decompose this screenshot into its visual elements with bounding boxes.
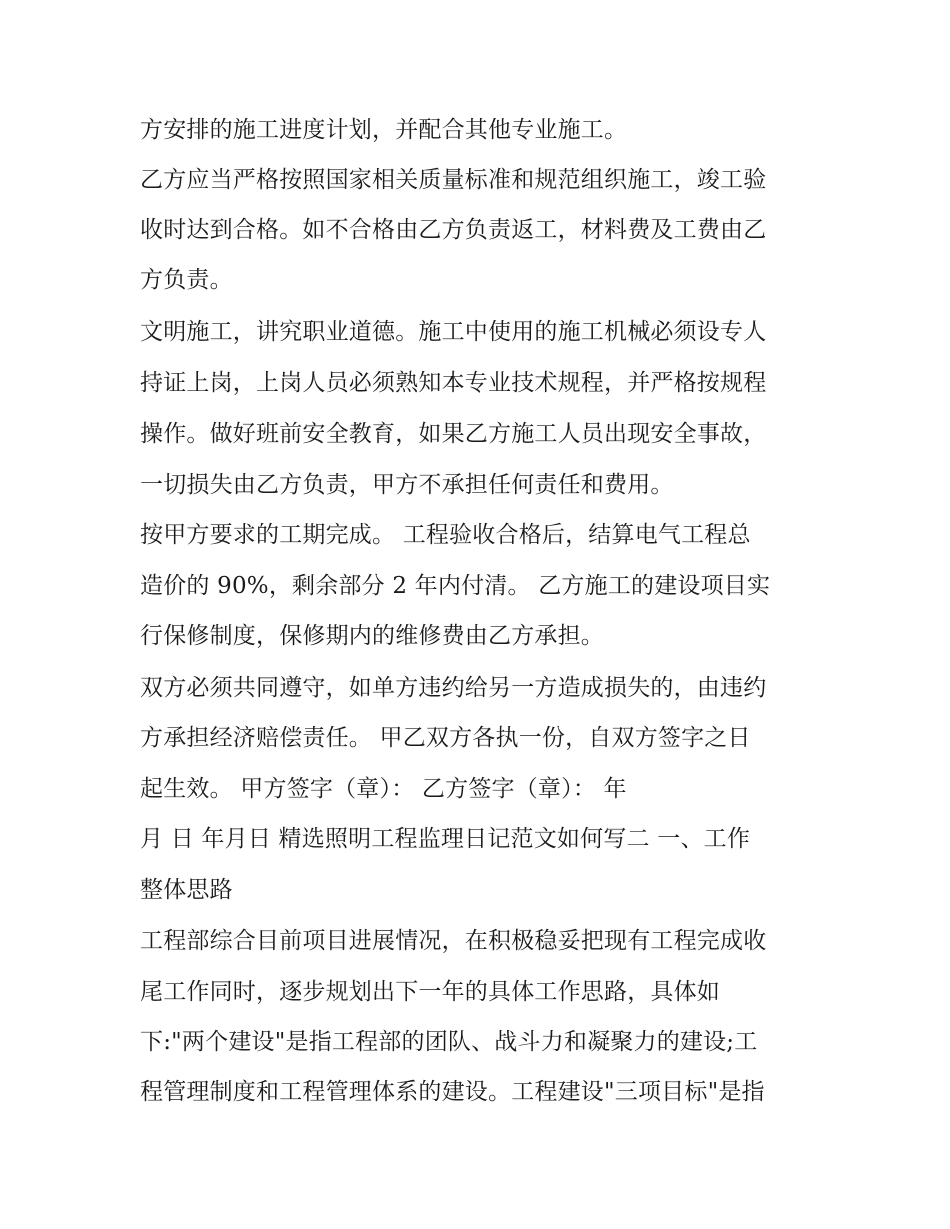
text-line: 文明施工，讲究职业道德。施工中使用的施工机械必须设专人: [140, 319, 767, 345]
text-line: 双方必须共同遵守，如单方违约给另一方造成损失的，由违约: [140, 675, 767, 701]
text-line: 乙方应当严格按照国家相关质量标准和规范组织施工，竣工验: [140, 167, 767, 193]
text-line: 起生效。 甲方签字（章）： 乙方签字（章）： 年: [140, 776, 627, 802]
text-line: 造价的 90%，剩余部分 2 年内付清。 乙方施工的建设项目实: [140, 573, 771, 599]
text-line: 工程部综合目前项目进展情况，在积极稳妥把现有工程完成收: [140, 928, 767, 954]
text-line: 程管理制度和工程管理体系的建设。工程建设"三项目标"是指: [140, 1079, 765, 1105]
text-line: 方负责。: [140, 267, 233, 293]
text-line: 操作。做好班前安全教育，如果乙方施工人员出现安全事故，: [140, 421, 767, 447]
text-line: 按甲方要求的工期完成。 工程验收合格后，结算电气工程总: [140, 522, 751, 548]
text-line: 收时达到合格。如不合格由乙方负责返工，材料费及工费由乙: [140, 217, 767, 243]
text-line: 尾工作同时，逐步规划出下一年的具体工作思路，具体如: [140, 979, 720, 1005]
text-line: 月 日 年月日 精选照明工程监理日记范文如何写二 一、工作: [140, 826, 751, 852]
text-line: 行保修制度，保修期内的维修费由乙方承担。: [140, 623, 604, 649]
text-line: 方承担经济赔偿责任。 甲乙双方各执一份，自双方签字之日: [140, 725, 751, 751]
text-line: 整体思路: [140, 877, 233, 903]
text-line: 一切损失由乙方负责，甲方不承担任何责任和费用。: [140, 472, 674, 498]
text-line: 方安排的施工进度计划，并配合其他专业施工。: [140, 117, 628, 143]
text-line: 下:"两个建设"是指工程部的团队、战斗力和凝聚力的建设;工: [140, 1029, 758, 1055]
text-line: 持证上岗，上岗人员必须熟知本专业技术规程，并严格按规程: [140, 370, 767, 396]
